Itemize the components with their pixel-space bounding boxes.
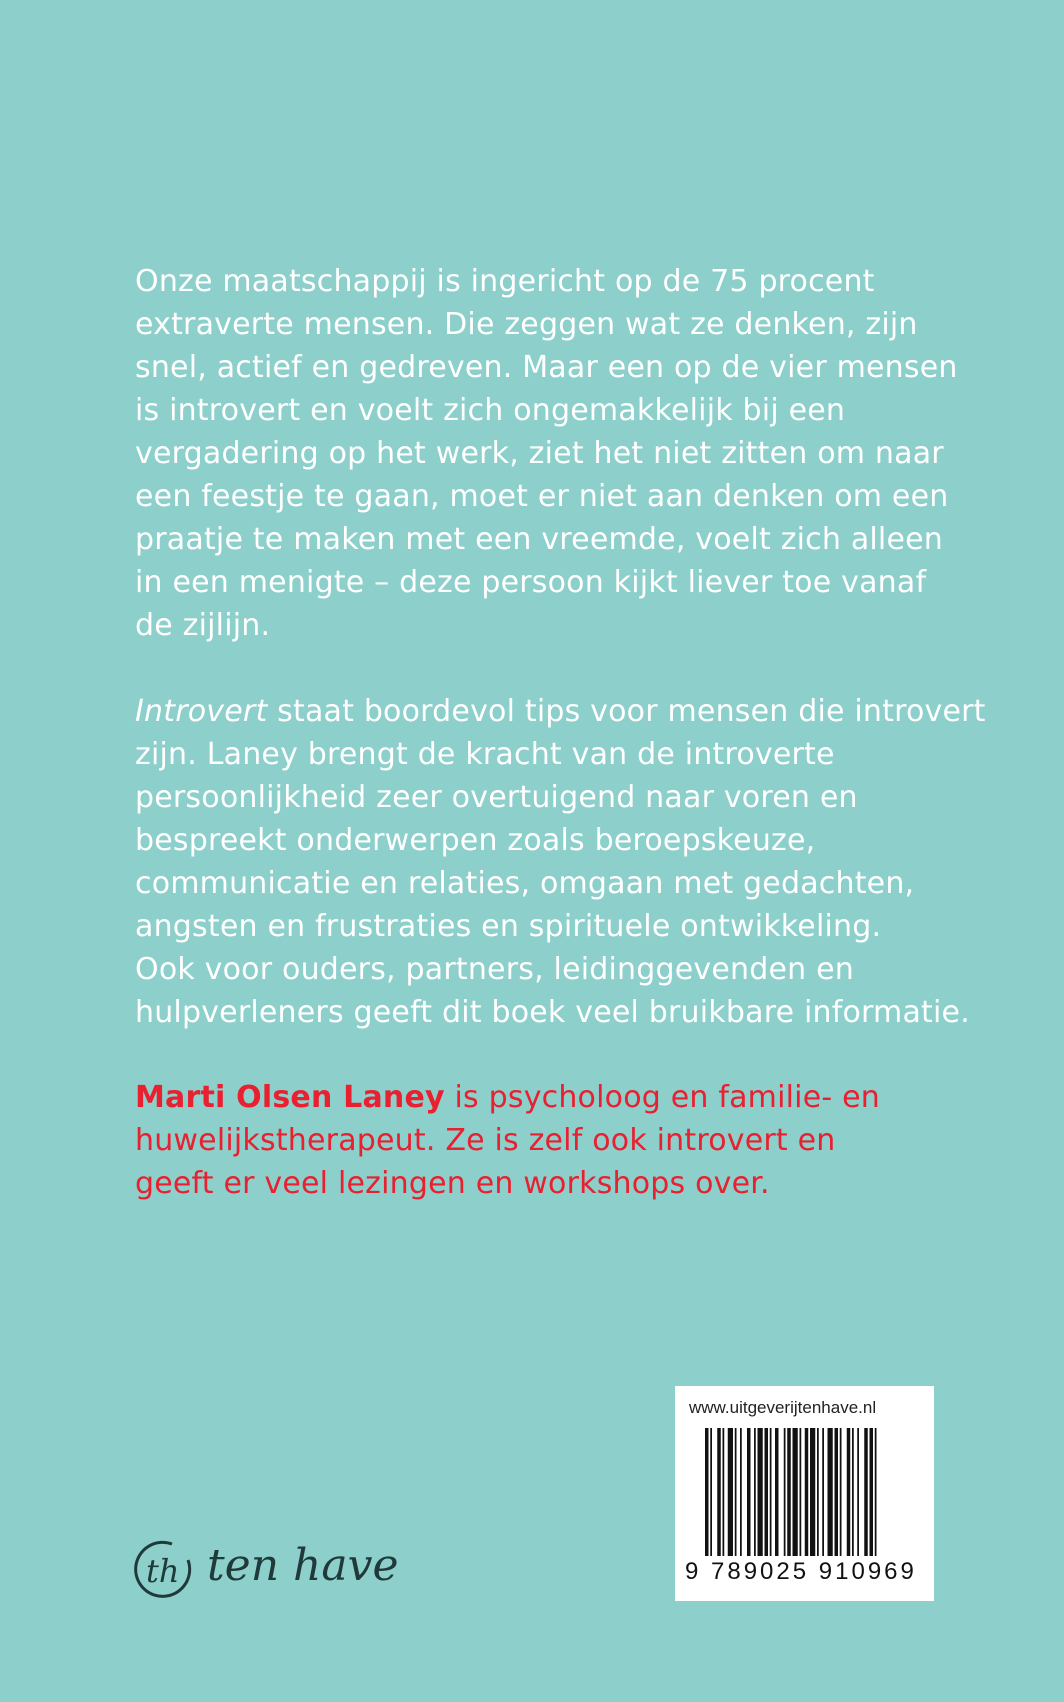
author-name: Marti Olsen Laney [135,1080,445,1115]
barcode-bar [870,1428,874,1556]
logo-monogram: th [146,1552,180,1590]
text-segment: is psycholoog en familie- en [444,1080,881,1115]
barcode-bar [835,1428,839,1556]
barcode-bar [758,1428,763,1556]
publisher-url: www.uitgeverijtenhave.nl [689,1398,877,1417]
text-line: zijn. Laney brengt de kracht van de introverte [135,737,835,772]
text-line: hulpverleners geeft dit boek veel bruikbare informatie. [135,995,970,1030]
text-segment: staat boordevol tips voor mensen die introvert [267,694,986,729]
text-line: bespreekt onderwerpen zoals beroepskeuze, [135,823,816,858]
barcode-bar [723,1428,725,1556]
text-line: een feestje te gaan, moet er niet aan denken om een [135,479,949,514]
barcode-bar [800,1428,802,1556]
publisher-name: ten have [207,1540,399,1591]
author-bio [135,1076,955,1205]
text-line: extraverte mensen. Die zeggen wat ze denken, zijn [135,307,918,342]
blurb-paragraph-1 [135,260,958,647]
barcode-bar [810,1428,815,1556]
barcode-bar [710,1428,712,1556]
barcode-bar [817,1428,819,1556]
barcode-bar [828,1428,833,1556]
barcode-bar [793,1428,798,1556]
barcode-bar [728,1428,733,1556]
barcode-bar [735,1428,737,1556]
barcode-bar [787,1428,791,1556]
text-line: huwelijkstherapeut. Ze is zelf ook introvert en [135,1123,836,1158]
barcode-bar [864,1428,868,1556]
text-line: geeft er veel lezingen en workshops over. [135,1166,770,1201]
text-line: vergadering op het werk, ziet het niet zitten om naar [135,436,944,471]
text-line: angsten en frustraties en spirituele ontwikkeling. [135,909,882,944]
barcode-bar [765,1428,769,1556]
barcode-bar [775,1428,779,1556]
text-line: persoonlijkheid zeer overtuigend naar voren en [135,780,858,815]
barcode-bar [705,1428,709,1556]
barcode-bars [705,1428,923,1556]
text-line: Onze maatschappij is ingericht op de 75 procent [135,264,875,299]
th-monogram-icon [132,1538,198,1604]
isbn-digits: 9 789025 910969 [685,1558,917,1585]
barcode-bar [852,1428,854,1556]
barcode-bar [770,1428,772,1556]
barcode-bar [754,1428,756,1556]
barcode-bar [857,1428,859,1556]
barcode-bar [875,1428,877,1556]
text-line [135,1076,955,1119]
blurb-paragraph-2 [135,690,986,1034]
text-line [135,690,986,733]
text-line: de zijlijn. [135,608,271,643]
barcode-bar [784,1428,786,1556]
barcode-bar [840,1428,842,1556]
text-line: in een menigte – deze persoon kijkt liever toe vanaf [135,565,927,600]
text-line: Ook voor ouders, partners, leidinggevenden en [135,952,854,987]
text-line: is introvert en voelt zich ongemakkelijk bij een [135,393,846,428]
book-title: Introvert [135,694,268,729]
text-line: praatje te maken met een vreemde, voelt zich alleen [135,522,943,557]
barcode-panel [675,1386,934,1601]
barcode-bar [717,1428,721,1556]
barcode-bar [805,1428,809,1556]
text-line: communicatie en relaties, omgaan met gedachten, [135,866,915,901]
barcode-bar [747,1428,751,1556]
barcode-bar [822,1428,824,1556]
text-line: snel, actief en gedreven. Maar een op de vier mensen [135,350,958,385]
barcode-bar [740,1428,742,1556]
barcode-bar [847,1428,851,1556]
